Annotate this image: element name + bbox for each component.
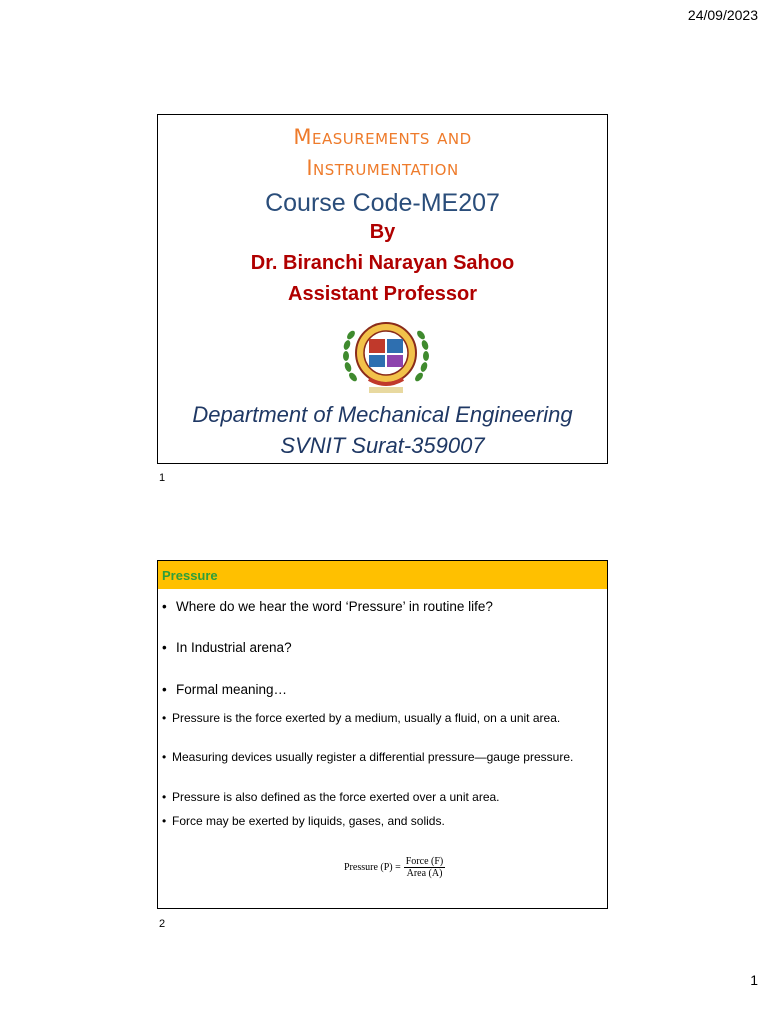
author-role: Assistant Professor xyxy=(288,283,477,305)
print-date: 24/09/2023 xyxy=(687,7,758,23)
formula-numerator: Force (F) xyxy=(405,856,444,867)
institute-address: SVNIT Surat-359007 xyxy=(280,433,485,458)
slide-header-bar xyxy=(158,561,607,589)
bullet-item: • In Industrial arena? xyxy=(162,640,292,655)
course-title-line-1: Measurements and xyxy=(293,125,472,149)
course-code: Course Code-ME207 xyxy=(265,189,500,217)
slide-2-thumbnail xyxy=(157,560,608,909)
author-name: Dr. Biranchi Narayan Sahoo xyxy=(250,252,515,274)
bullet-dot-icon: • xyxy=(162,640,167,655)
definition-point: • Force may be exerted by liquids, gases, and solids. xyxy=(162,814,445,828)
bullet-dot-icon: • xyxy=(162,599,167,614)
bullet-dot-icon: • xyxy=(162,814,167,828)
bullet-dot-icon: • xyxy=(162,682,167,697)
slide-1-thumbnail xyxy=(157,114,608,464)
definition-point: • Pressure is also defined as the force exerted over a unit area. xyxy=(162,790,500,804)
bullet-dot-icon: • xyxy=(162,790,167,804)
bullet-dot-icon: • xyxy=(162,750,167,764)
institute-logo-icon xyxy=(339,313,433,399)
bullet-item: • Formal meaning… xyxy=(162,682,288,697)
bullet-item: • Where do we hear the word ‘Pressure’ in routine life? xyxy=(162,599,493,614)
formula-lhs: Pressure (P) = xyxy=(344,862,401,873)
pressure-formula xyxy=(344,856,445,879)
formula-fraction xyxy=(404,856,446,879)
slide-2-number: 2 xyxy=(159,918,166,930)
definition-point: • Measuring devices usually register a differential pressure—gauge pressure. xyxy=(162,750,574,764)
page-number: 1 xyxy=(750,972,758,988)
slide-title: Pressure xyxy=(162,568,218,583)
department-name: Department of Mechanical Engineering xyxy=(192,402,573,427)
slide-1-number: 1 xyxy=(159,472,166,484)
course-title-line-2: Instrumentation xyxy=(306,156,459,180)
formula-denominator: Area (A) xyxy=(406,868,443,879)
course-title xyxy=(158,122,607,184)
bullet-dot-icon: • xyxy=(162,711,167,725)
by-label: By xyxy=(369,221,396,243)
definition-point: • Pressure is the force exerted by a medium, usually a fluid, on a unit area. xyxy=(162,711,561,725)
